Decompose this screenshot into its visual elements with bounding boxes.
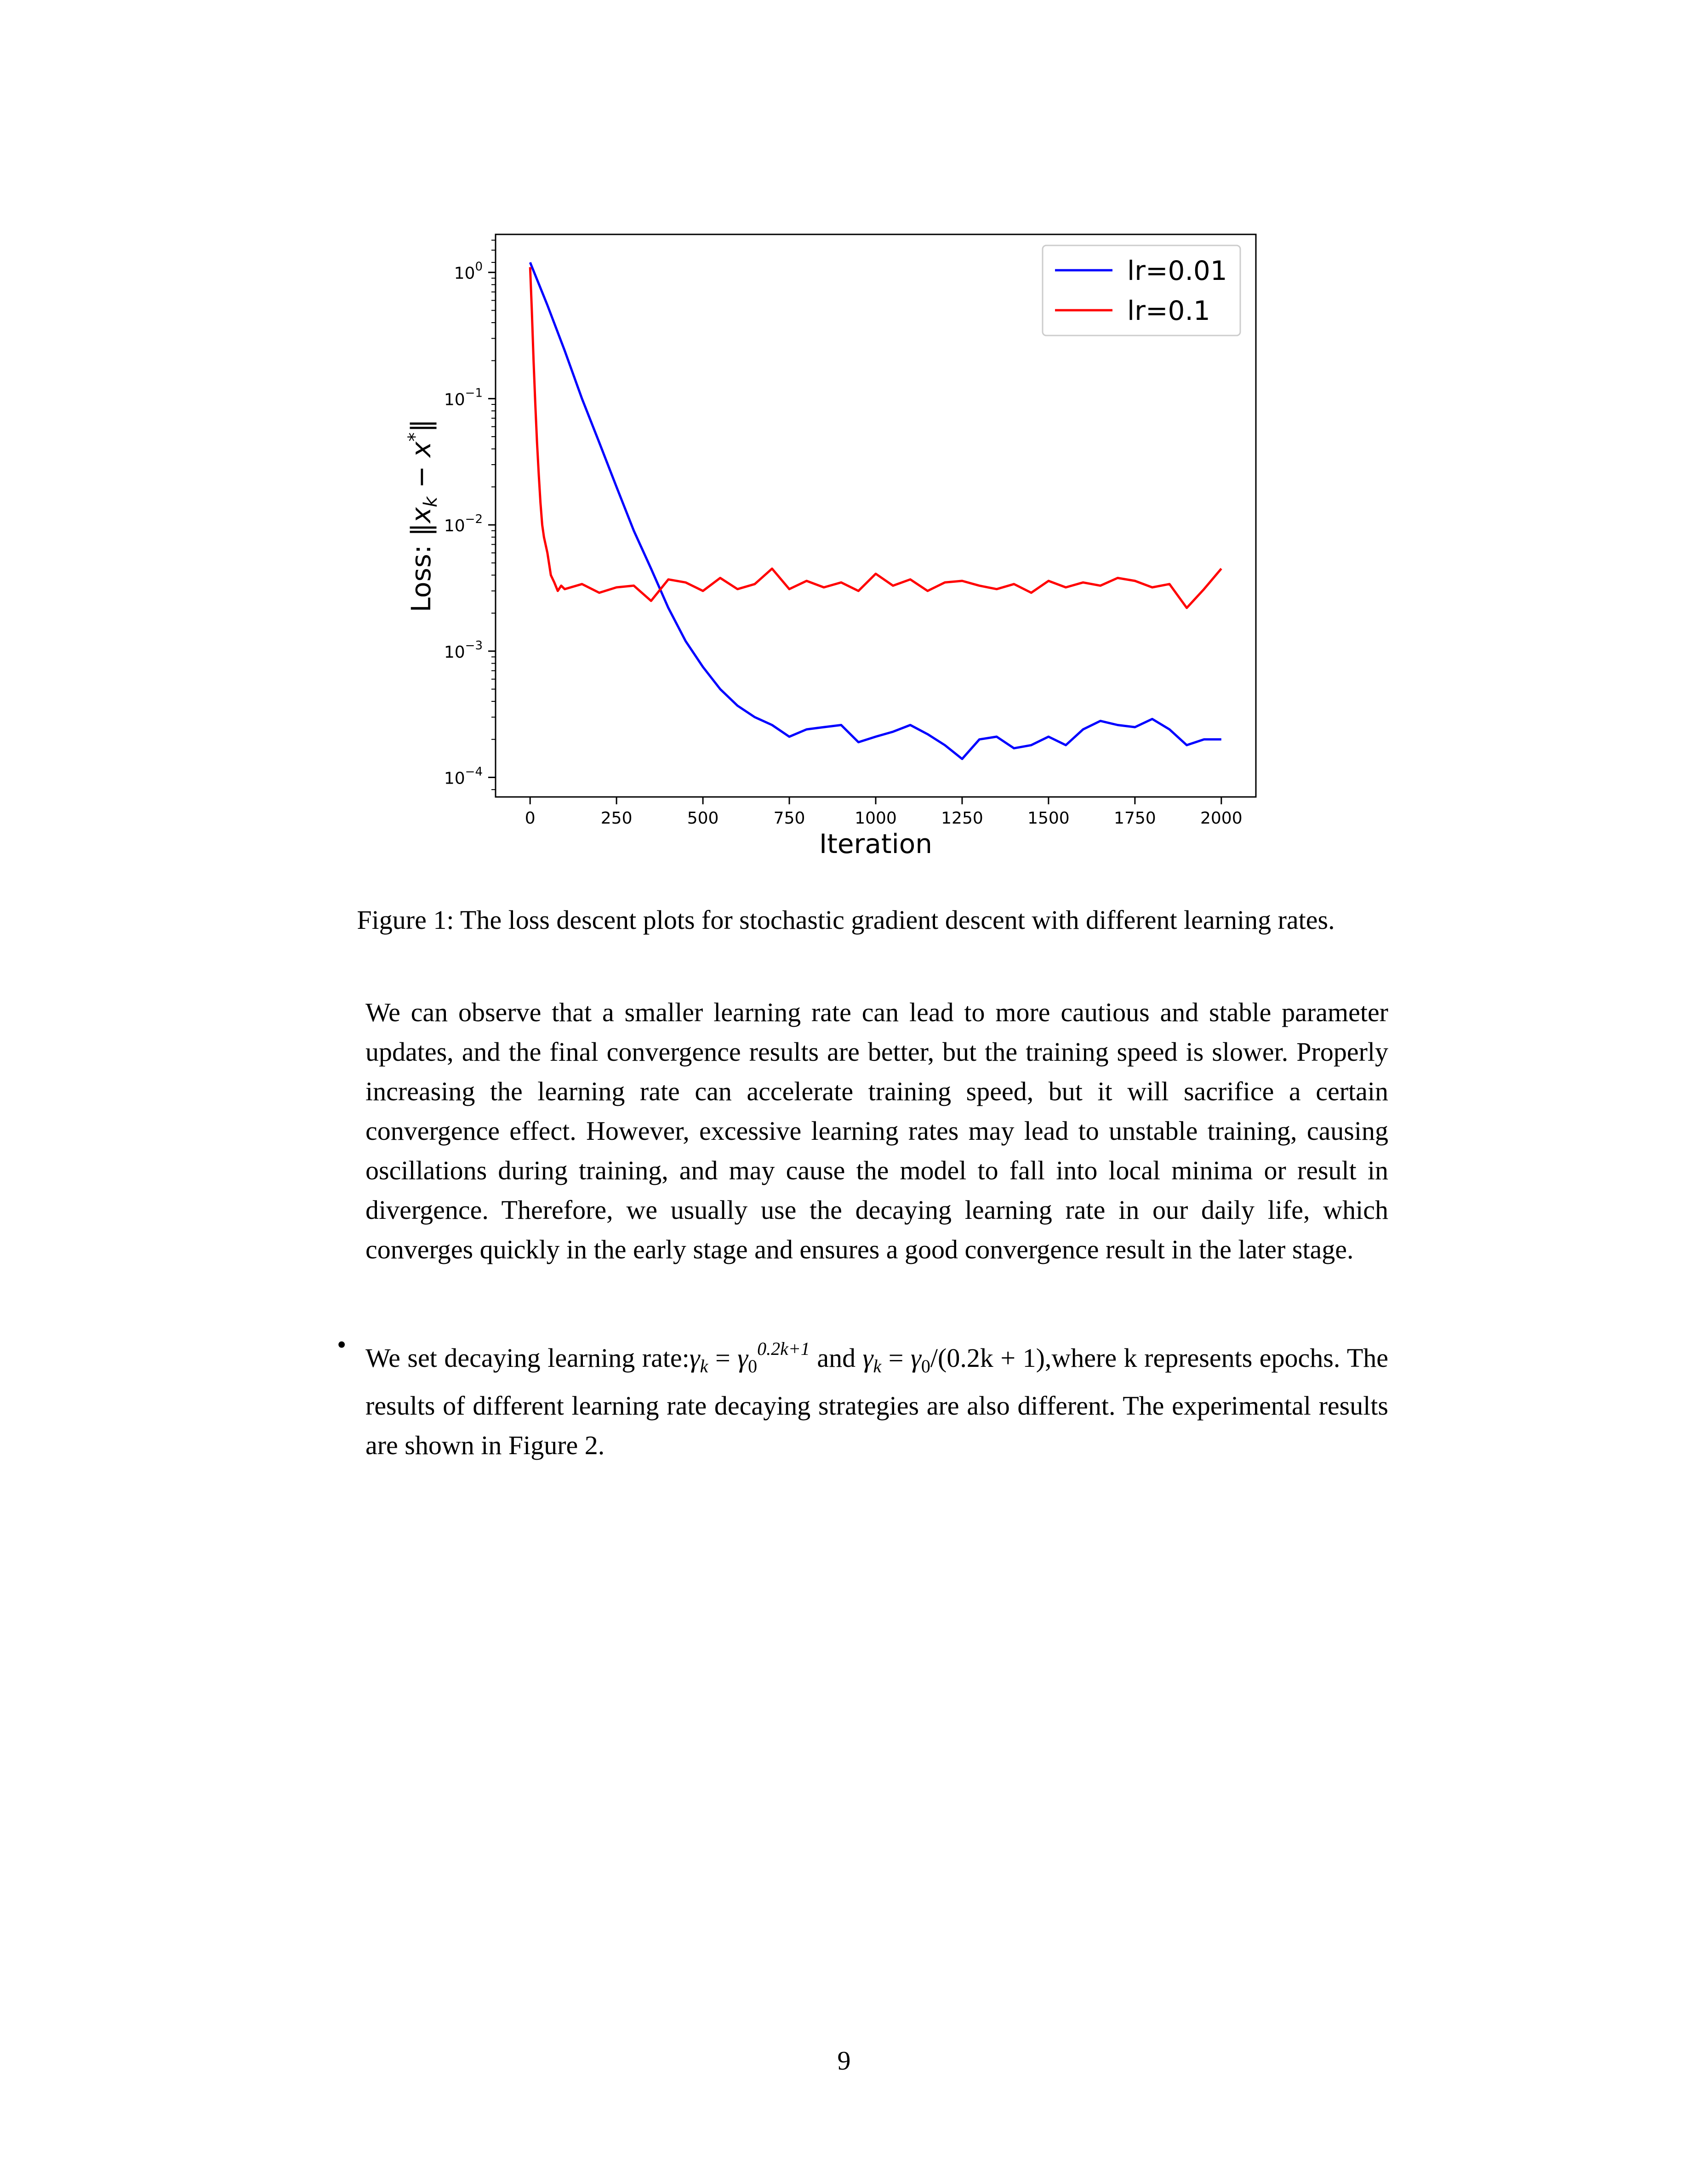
x-tick-label: 2000 xyxy=(1200,809,1243,828)
chart-series xyxy=(530,262,1221,759)
x-tick-label: 1500 xyxy=(1027,809,1070,828)
x-axis-ticks xyxy=(525,797,1243,828)
y-axis-ticks xyxy=(444,240,496,790)
page-number: 9 xyxy=(837,2046,851,2076)
gamma-symbol: γ xyxy=(689,1343,700,1373)
x-tick-label: 0 xyxy=(525,809,536,828)
y-tick-label: $10^{-2}$ xyxy=(444,512,483,536)
gamma-symbol: γ xyxy=(911,1343,921,1373)
y-tick-label: $10^0$ xyxy=(454,260,483,283)
subscript-zero: 0 xyxy=(748,1356,758,1376)
subscript-k: k xyxy=(873,1356,882,1376)
exponent: 0.2k+1 xyxy=(757,1338,810,1359)
decay-formula-tail: /(0.2k + 1) xyxy=(930,1343,1045,1373)
legend xyxy=(1043,245,1240,336)
legend-label-lr-0-01: lr=0.01 xyxy=(1127,255,1227,286)
loss-chart xyxy=(0,0,1688,873)
gamma-symbol: γ xyxy=(737,1343,748,1373)
and-word: and xyxy=(810,1343,863,1373)
equals-sign: = xyxy=(708,1343,738,1373)
equals-sign: = xyxy=(881,1343,911,1373)
x-tick-label: 750 xyxy=(773,809,805,828)
y-tick-label: $10^{-3}$ xyxy=(444,638,483,662)
bullet-item xyxy=(365,1329,1388,1465)
x-tick-label: 500 xyxy=(687,809,719,828)
subscript-k: k xyxy=(700,1356,708,1376)
bullet-rest: ,where k represents epochs. The results of different learning rate decaying strategies are also different. The experimental results are shown in Figure 2. xyxy=(365,1343,1389,1460)
x-axis-label: Iteration xyxy=(819,828,933,859)
x-tick-label: 1750 xyxy=(1114,809,1156,828)
body-paragraph: We can observe that a smaller learning rate can lead to more cautious and stable parameter updates, and the final convergence results are better, but the training speed is slower. Properly increasing the learning rate can accelerate training speed, but it will sacrifice a certain convergence effect. However, excessive learning rates may lead to unstable training, causing oscillations during training, and may cause the model to fall into local minima or result in divergence. Therefore, we usually use the decaying learning rate in our daily life, which converges quickly in the early stage and ensures a good convergence result in the later stage. xyxy=(365,997,1388,1264)
bullet-marker: • xyxy=(337,1330,347,1359)
x-tick-label: 250 xyxy=(600,809,633,828)
gamma-symbol: γ xyxy=(862,1343,873,1373)
legend-label-lr-0-1: lr=0.1 xyxy=(1127,295,1210,326)
x-tick-label: 1250 xyxy=(941,809,983,828)
figure-caption: Figure 1: The loss descent plots for stochastic gradient descent with different learning rates. xyxy=(357,905,1335,935)
y-axis-label: Loss: $‖x_k$ − x*‖ xyxy=(405,419,441,613)
x-tick-label: 1000 xyxy=(855,809,897,828)
y-tick-label: $10^{-1}$ xyxy=(444,386,483,410)
subscript-zero: 0 xyxy=(921,1356,930,1376)
y-tick-label: $10^{-4}$ xyxy=(444,765,483,788)
bullet-lead: We set decaying learning rate: xyxy=(365,1343,690,1373)
series-line-0 xyxy=(530,262,1221,759)
